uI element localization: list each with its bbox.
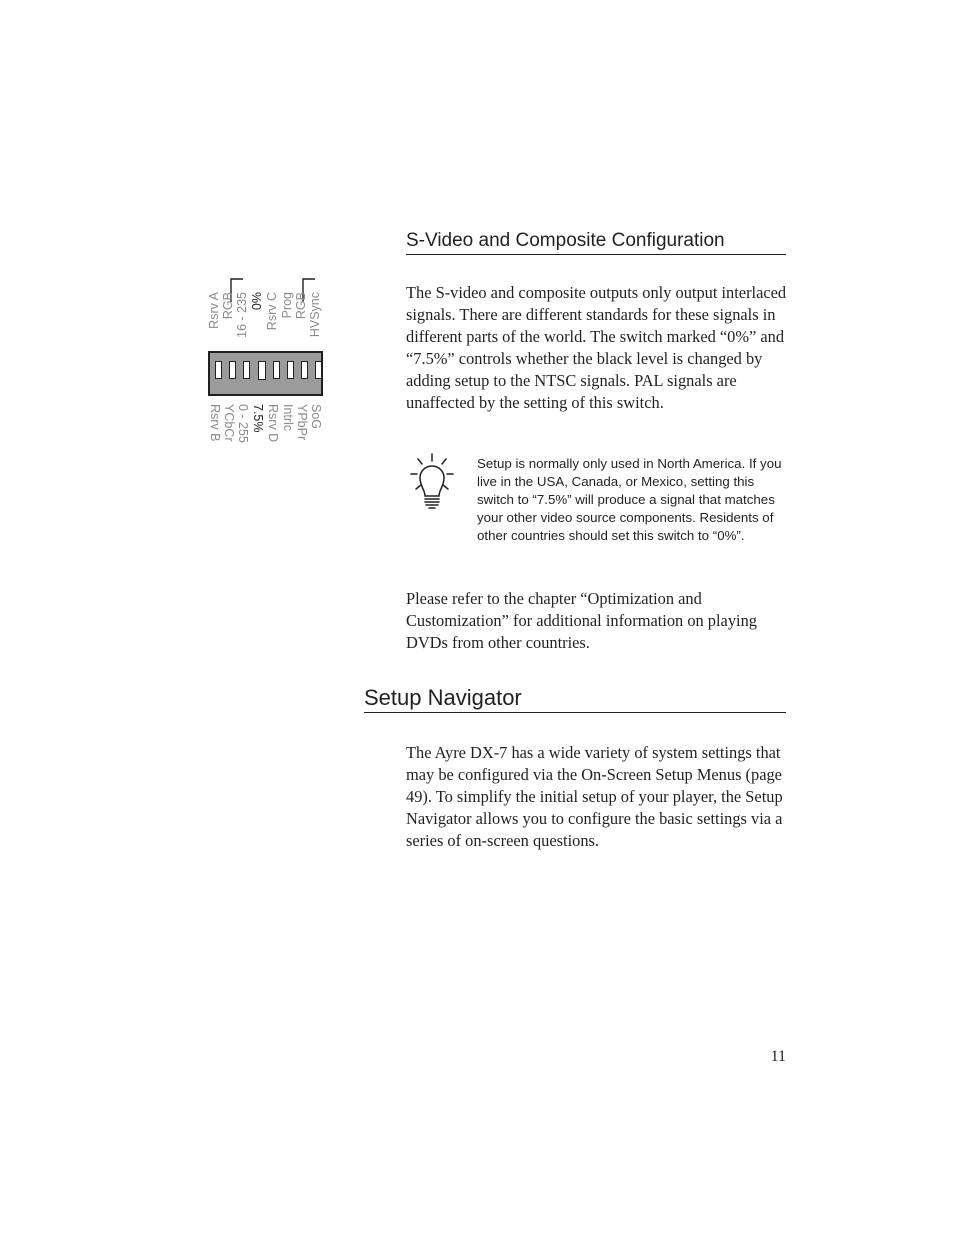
section-heading: S-Video and Composite Configuration (406, 228, 786, 255)
dip-bottom-label: Intrlc (281, 404, 295, 432)
dip-switch-slot (229, 361, 236, 379)
dip-bottom-label: SoG (309, 404, 323, 430)
dip-bottom-label: Rsrv B (208, 404, 222, 442)
dip-top-label: Rsrv C (265, 292, 279, 331)
dip-top-label: 16 - 235 (235, 292, 249, 338)
page-number: 11 (770, 1048, 786, 1065)
dip-top-label: Rsrv A (207, 292, 221, 329)
dip-switch-slot (287, 361, 294, 379)
dip-switch-slot (315, 361, 322, 379)
dip-top-label: Prog (280, 292, 294, 319)
setup-navigator-heading: Setup Navigator (364, 684, 786, 713)
tip-note: Setup is normally only used in North America. If you live in the USA, Canada, or Mexico, setting this switch to “7.5%” will produce a signal that matches your other video source components. Residents of other countries should set this switch to “0%”. (477, 456, 782, 544)
dip-bottom-label: Rsrv D (266, 404, 280, 443)
dip-top-label: 0% (250, 292, 264, 311)
dip-bottom-label: 0 - 255 (236, 404, 250, 443)
dip-bottom-label: 7.5% (251, 404, 265, 433)
dip-switch-slot (215, 361, 222, 379)
dip-top-label: RGB (221, 292, 235, 320)
dip-switch-slot (301, 361, 308, 379)
dip-switch-slot (273, 361, 280, 379)
body-paragraph-2: Please refer to the chapter “Optimization and Customization” for additional information on playing DVDs from other countries. (406, 589, 757, 652)
body-paragraph: The S-video and composite outputs only output interlaced signals. There are different standards for these signals in different parts of the world. The switch marked “0%” and “7.5%” controls whether the black level is changed by adding setup to the NTSC signals. PAL signals are unaffected by the setting of this switch. (406, 283, 787, 412)
dip-top-label: HVSync (308, 292, 322, 338)
dip-switch-slot (243, 361, 250, 379)
dip-bottom-label: YPbPr (295, 404, 309, 441)
lightbulb-icon (410, 452, 454, 510)
dip-switch-slot (258, 361, 266, 380)
dip-bottom-label: YCbCr (222, 404, 236, 442)
dip-switch-diagram (200, 276, 330, 448)
dip-top-label: RGB (294, 292, 308, 320)
setup-navigator-paragraph: The Ayre DX-7 has a wide variety of system settings that may be configured via the On-Screen Setup Menus (page 49). To simplify the initial setup of your player, the Setup Navigator allows you to configure the basic settings via a series of on-screen questions. (406, 743, 783, 850)
dip-switch-block (208, 351, 323, 396)
